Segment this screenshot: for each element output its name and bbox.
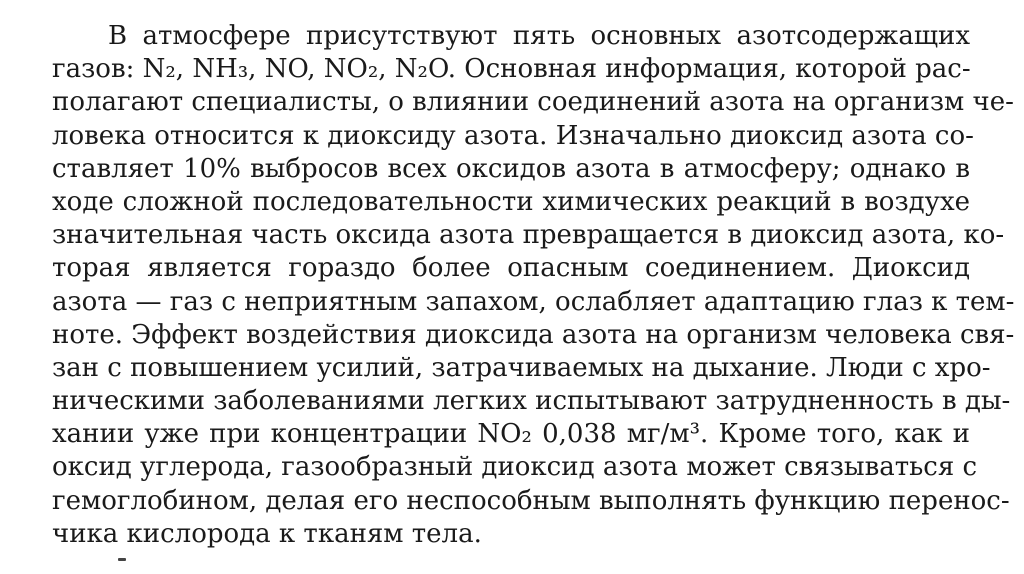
paragraph-line: хании уже при концентрации NO₂ 0,038 мг/м³. Кроме того, как и [52,419,970,450]
paragraph-line: гемоглобином, делая его неспособным выполнять функцию перенос- [52,485,1010,516]
paragraph-line-last: чика кислорода к тканям тела. [52,518,482,549]
paragraph-line: ходе сложной последовательности химических реакций в воздухе [52,186,970,217]
paragraph-line: ставляет 10% выбросов всех оксидов азота в атмосферу; однако в [52,153,970,184]
paragraph-line: значительная часть оксида азота превращается в диоксид азота, ко- [52,220,1005,251]
paragraph-line: газов: N₂, NH₃, NO, NO₂, N₂O. Основная информация, которой рас- [52,54,971,85]
paragraph-line: ловека относится к диоксиду азота. Изначально диоксид азота со- [52,120,974,151]
paragraph-line: В атмосфере присутствуют пять основных азотсодержащих [108,21,970,51]
paragraph-line: ническими заболеваниями легких испытывают затрудненность в ды- [52,386,1011,417]
paragraph-line: зан с повышением усилий, затрачиваемых на дыхание. Люди с хро- [52,352,991,383]
paragraph-line: оксид углерода, газообразный диоксид азота может связываться с [52,452,978,483]
paragraph-line: торая является гораздо более опасным соединением. Диоксид [52,253,970,284]
paragraph-line: ноте. Эффект воздействия диоксида азота на организм человека свя- [52,319,1015,350]
scan-artifact [118,558,126,561]
body-paragraph [52,20,1015,551]
paragraph-line: полагают специалисты, о влиянии соединений азота на организм че- [52,87,1014,118]
paragraph-line: азота — газ с неприятным запахом, ослабляет адаптацию глаз к тем- [52,286,1015,317]
